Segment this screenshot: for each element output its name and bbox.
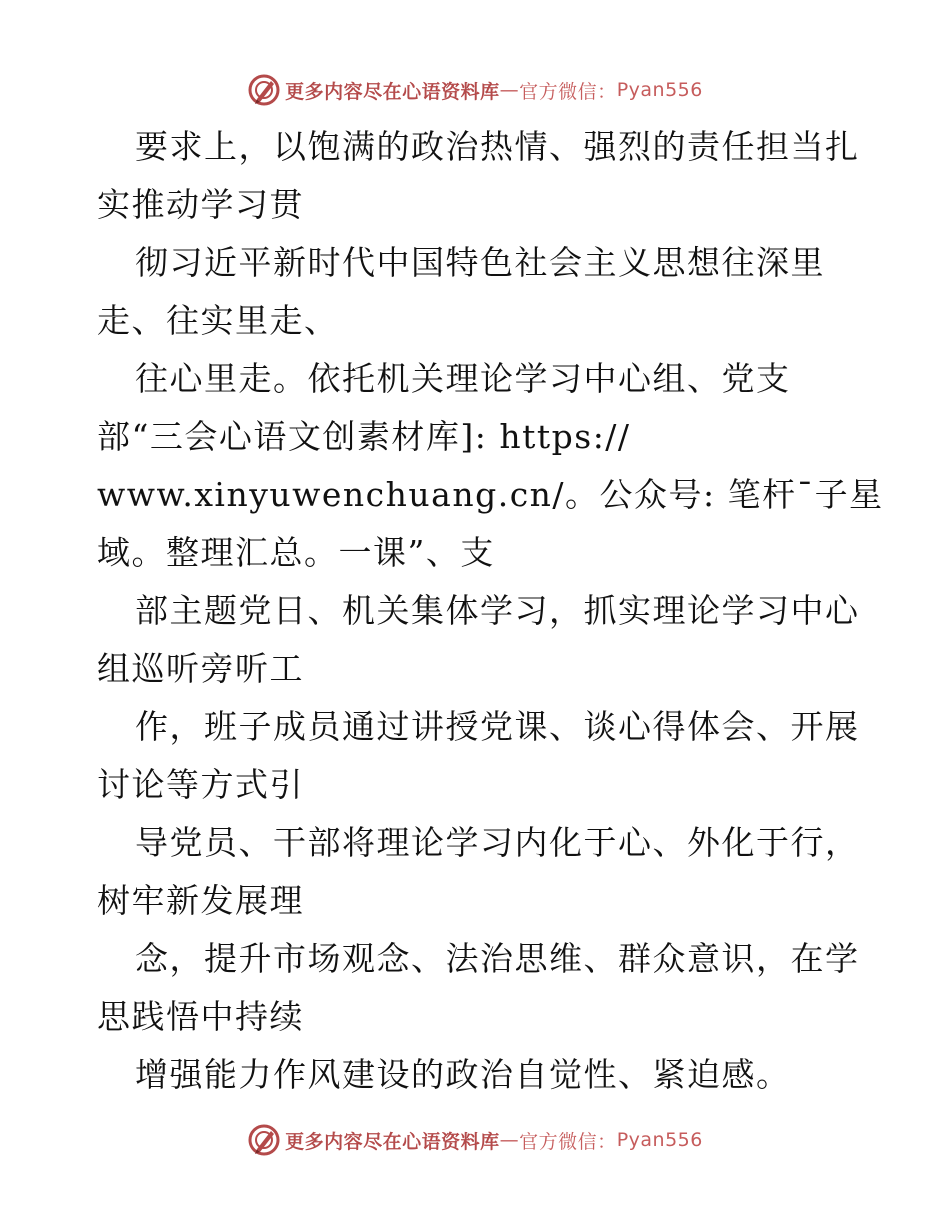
header-banner xyxy=(0,70,950,110)
header-wechat-id: Pyan556 xyxy=(616,79,703,101)
text-line-14: 树牢新发展理 xyxy=(97,881,304,920)
text-line-10: 组巡听旁听工 xyxy=(97,649,304,688)
text-line-6: 部“三会心语文创素材库]: https:// xyxy=(97,417,631,456)
text-line-11: 作，班子成员通过讲授党课、谈心得体会、开展 xyxy=(135,707,860,746)
text-line-16: 思践悟中持续 xyxy=(97,997,304,1036)
footer-wechat-id: Pyan556 xyxy=(616,1129,703,1151)
header-wechat-label: 官方微信： xyxy=(519,80,617,103)
text-line-2: 实推动学习贯 xyxy=(97,185,304,224)
footer-banner-text: 更多内容尽在心语资料库 xyxy=(285,1130,500,1153)
body-text xyxy=(97,118,884,1104)
text-line-12: 讨论等方式引 xyxy=(97,765,304,804)
footer-separator: — xyxy=(499,1129,520,1151)
pen-logo-icon xyxy=(247,1123,281,1157)
header-separator: — xyxy=(499,79,520,101)
text-line-9: 部主题党日、机关集体学习，抓实理论学习中心 xyxy=(135,591,860,630)
text-line-17: 增强能力作风建设的政治自觉性、紧迫感。 xyxy=(135,1055,791,1094)
footer-wechat-label: 官方微信： xyxy=(519,1130,617,1153)
text-line-8: 域。整理汇总。一课”、支 xyxy=(97,533,495,572)
footer-banner xyxy=(0,1120,950,1160)
text-line-3: 彻习近平新时代中国特色社会主义思想往深里 xyxy=(135,243,825,282)
text-line-1: 要求上，以饱满的政治热情、强烈的责任担当扎 xyxy=(135,127,860,166)
text-line-5: 往心里走。依托机关理论学习中心组、党支 xyxy=(135,359,791,398)
text-line-15: 念，提升市场观念、法治思维、群众意识，在学 xyxy=(135,939,860,978)
text-line-13: 导党员、干部将理论学习内化于心、外化于行， xyxy=(135,823,860,862)
text-line-7: www.xinyuwenchuang.cn/。公众号: 笔杆¯子星 xyxy=(97,475,884,514)
header-banner-text: 更多内容尽在心语资料库 xyxy=(285,80,500,103)
text-line-4: 走、往实里走、 xyxy=(97,301,339,340)
pen-logo-icon xyxy=(247,73,281,107)
